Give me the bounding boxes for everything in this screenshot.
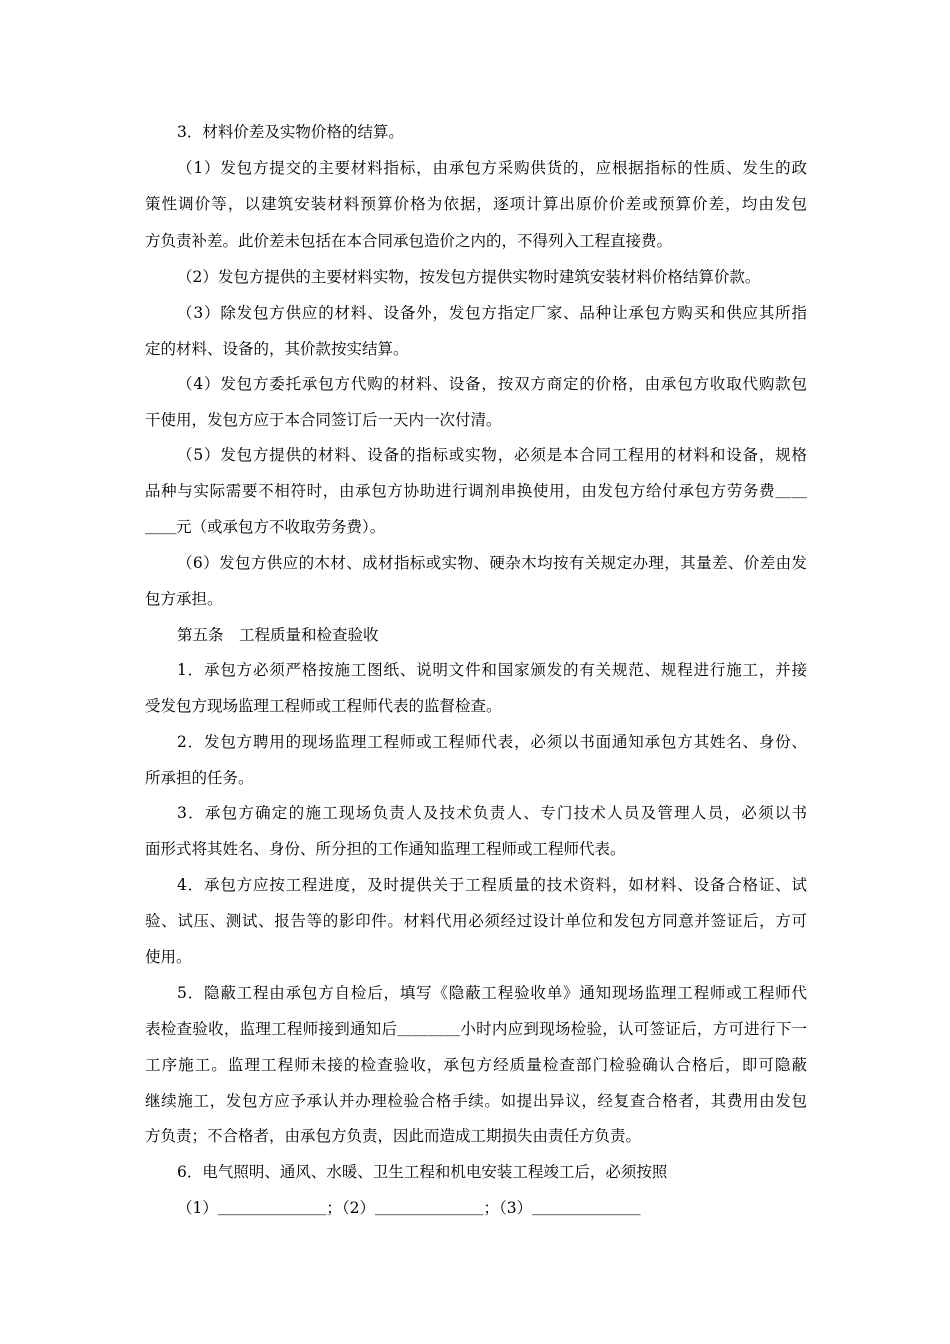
text-line: （5）发包方提供的材料、设备的指标或实物，必须是本合同工程用的材料和设备，规格: [177, 446, 807, 464]
text-line: 定的材料、设备的，其价款按实结算。: [145, 340, 409, 358]
text-line: 验、试压、测试、报告等的影印件。材料代用必须经过设计单位和发包方同意并签证后，方可: [145, 912, 807, 930]
text-line: 干使用，发包方应于本合同签订后一天内一次付清。: [145, 411, 502, 429]
text-line: 6．电气照明、通风、水暖、卫生工程和机电安装工程竣工后，必须按照: [177, 1163, 668, 1181]
text-line: 表检查验收，监理工程师接到通知后＿＿＿＿小时内应到现场检验，认可签证后，方可进行下一: [145, 1020, 807, 1038]
text-line: 继续施工，发包方应予承认并办理检验合格手续。如提出异议，经复查合格者，其费用由发包: [145, 1092, 807, 1110]
text-line: （2）发包方提供的主要材料实物，按发包方提供实物时建筑安装材料价格结算价款。: [177, 268, 761, 286]
text-line: 1．承包方必须严格按施工图纸、说明文件和国家颁发的有关规范、规程进行施工，并接: [177, 661, 807, 679]
text-line: 策性调价等，以建筑安装材料预算价格为依据，逐项计算出原价价差或预算价差，均由发包: [145, 195, 807, 213]
text-line: 方负责补差。此价差未包括在本合同承包造价之内的，不得列入工程直接费。: [145, 232, 673, 250]
text-line: （6）发包方供应的木材、成材指标或实物、硬杂木均按有关规定办理，其量差、价差由发: [177, 554, 807, 572]
text-line: 面形式将其姓名、身份、所分担的工作通知监理工程师或工程师代表。: [145, 840, 626, 858]
text-line: 方负责；不合格者，由承包方负责，因此而造成工期损失由责任方负责。: [145, 1127, 642, 1145]
text-line: 4．承包方应按工程进度，及时提供关于工程质量的技术资料，如材料、设备合格证、试: [177, 876, 807, 894]
text-line: 3．承包方确定的施工现场负责人及技术负责人、专门技术人员及管理人员，必须以书: [177, 804, 807, 822]
text-line: 3．材料价差及实物价格的结算。: [177, 123, 404, 141]
text-line: 包方承担。: [145, 590, 223, 608]
text-line: 2．发包方聘用的现场监理工程师或工程师代表，必须以书面通知承包方其姓名、身份、: [177, 733, 807, 751]
blank-fields-line: （1）＿＿＿＿＿＿＿；（2）＿＿＿＿＿＿＿；（3）＿＿＿＿＿＿＿: [177, 1199, 641, 1217]
text-line: （3）除发包方供应的材料、设备外，发包方指定厂家、品种让承包方购买和供应其所指: [177, 304, 807, 322]
text-line: 受发包方现场监理工程师或工程师代表的监督检查。: [145, 697, 502, 715]
text-line: 工序施工。监理工程师未接的检查验收，承包方经质量检查部门检验确认合格后，即可隐蔽: [145, 1056, 807, 1074]
text-line: ＿＿元（或承包方不收取劳务费）。: [145, 518, 386, 536]
text-line: （4）发包方委托承包方代购的材料、设备，按双方商定的价格，由承包方收取代购款包: [177, 375, 807, 393]
text-line: 品种与实际需要不相符时，由承包方协助进行调剂串换使用，由发包方给付承包方劳务费＿＿: [145, 482, 807, 500]
text-line: （1）发包方提交的主要材料指标，由承包方采购供货的，应根据指标的性质、发生的政: [177, 159, 807, 177]
text-line: 所承担的任务。: [145, 769, 254, 787]
text-line: 使用。: [145, 948, 192, 966]
text-line: 5．隐蔽工程由承包方自检后，填写《隐蔽工程验收单》通知现场监理工程师或工程师代: [177, 984, 807, 1002]
section-heading: 第五条 工程质量和检查验收: [177, 626, 379, 644]
